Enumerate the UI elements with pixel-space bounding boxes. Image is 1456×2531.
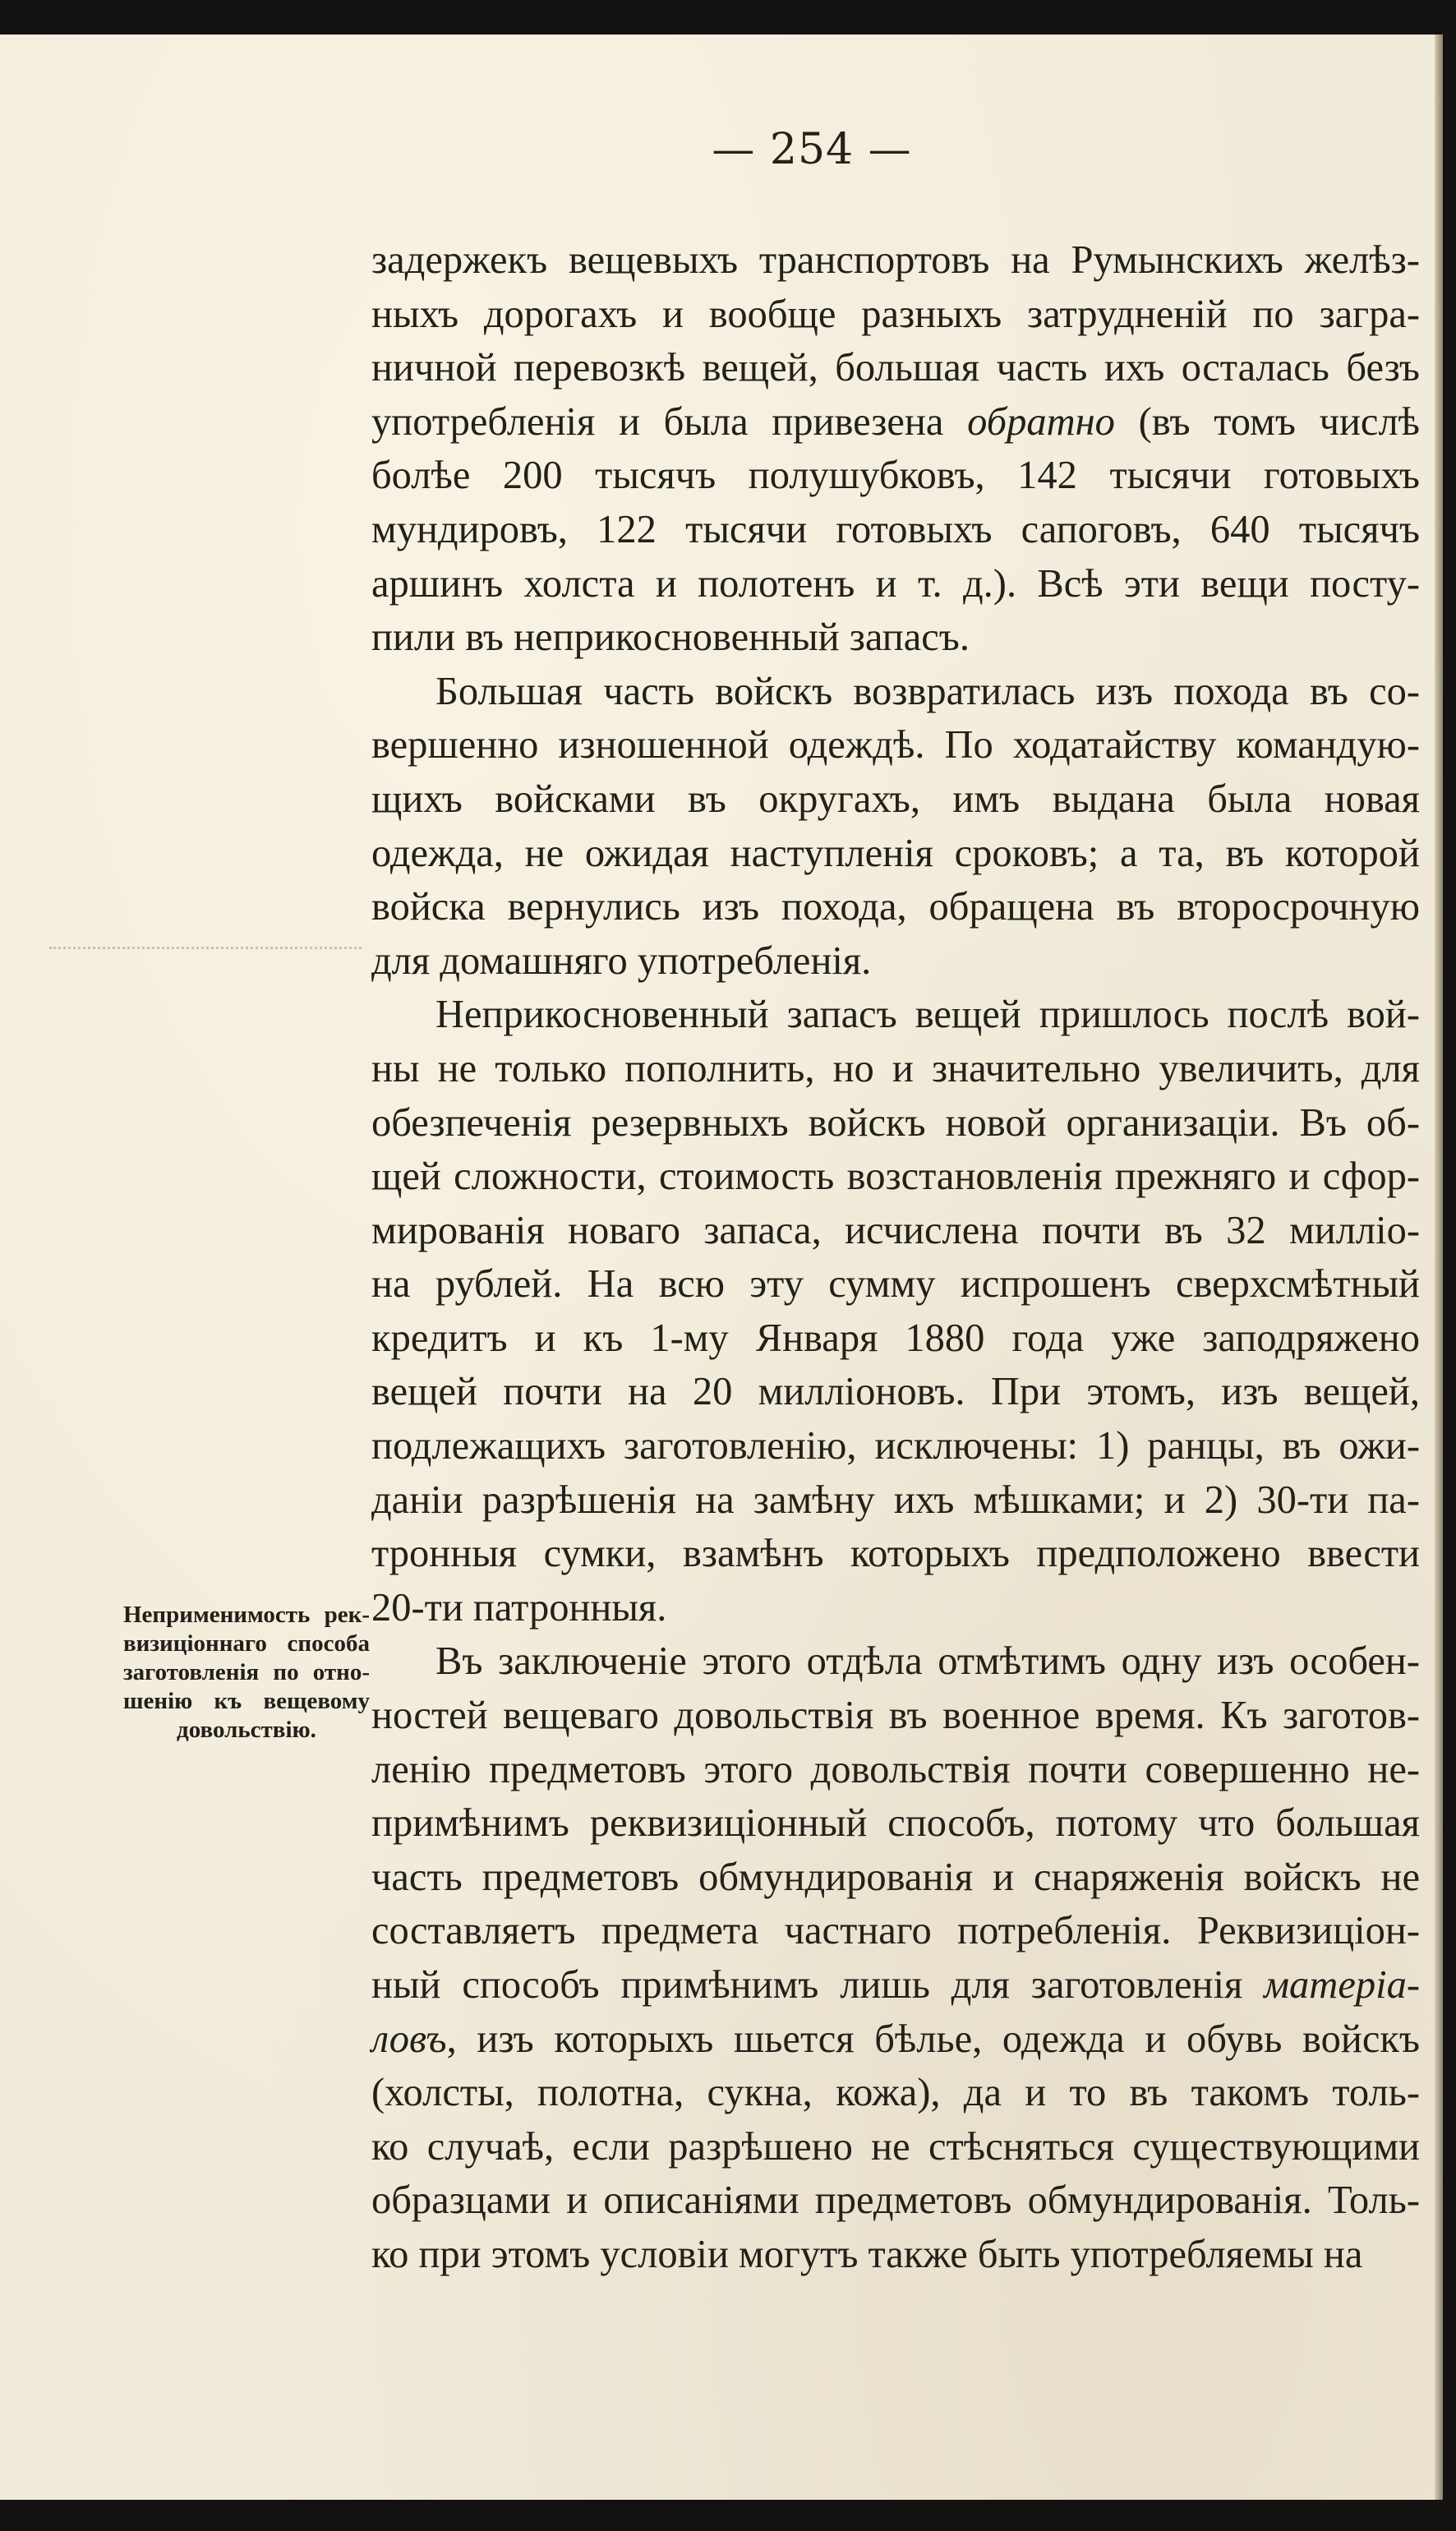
text-line: ленію предметовъ этого довольствія почти совершенно не- — [371, 1747, 1420, 1791]
text-line: обезпеченія резервныхъ войскъ новой организаціи. Въ об- — [371, 1100, 1420, 1145]
paragraph — [371, 233, 1420, 665]
text-line: щихъ войсками въ округахъ, имъ выдана была новая — [371, 777, 1420, 821]
text-line: болѣе 200 тысячъ полушубковъ, 142 тысячи готовыхъ — [371, 454, 1420, 498]
paragraph — [371, 1634, 1420, 2281]
margin-note-line: Неприменимость рек- — [123, 1602, 370, 1628]
text-line: щей сложности, стоимость возстановленія прежняго и сфор- — [371, 1155, 1420, 1199]
text-line: даніи разрѣшенія на замѣну ихъ мѣшками; и 2) 30-ти па- — [371, 1478, 1420, 1522]
text-line: Неприкосновенный запасъ вещей пришлось послѣ вой- — [435, 993, 1420, 1037]
text-line: вершенно изношенной одеждѣ. По ходатайству командую- — [371, 723, 1420, 768]
text-line: ный способъ примѣнимъ лишь для заготовленія матеріа- — [371, 1963, 1420, 2007]
text-line: пили въ неприкосновенный запасъ. — [371, 615, 970, 660]
text-line: тронныя сумки, взамѣнъ которыхъ предположено ввести — [371, 1532, 1420, 1576]
text-line: мундировъ, 122 тысячи готовыхъ сапоговъ, 640 тысячъ — [371, 507, 1420, 551]
text-line: войска вернулись изъ похода, обращена въ второсрочную — [371, 885, 1420, 929]
paragraph — [371, 988, 1420, 1634]
text-line: часть предметовъ обмундированія и снаряженія войскъ не — [371, 1855, 1420, 1899]
paragraph — [371, 665, 1420, 989]
text-line: ко случаѣ, если разрѣшено не стѣсняться существующими — [371, 2124, 1420, 2169]
text-line: примѣнимъ реквизиціонный способъ, потому что большая — [371, 1801, 1420, 1846]
text-line: вещей почти на 20 милліоновъ. При этомъ, изъ вещей, — [371, 1370, 1420, 1414]
text-line: для домашняго употребленія. — [371, 938, 872, 983]
text-line: мированія новаго запаса, исчислена почти въ 32 милліо- — [371, 1208, 1420, 1252]
text-line: образцами и описаніями предметовъ обмундированія. Толь- — [371, 2178, 1420, 2223]
text-line: одежда, не ожидая наступленія сроковъ; а та, въ которой — [371, 831, 1420, 875]
text-line: ничной перевозкѣ вещей, большая часть ихъ осталась безъ — [371, 346, 1420, 390]
margin-note-line: шенію къ вещевому — [123, 1688, 370, 1714]
text-line: употребленія и была привезена обратно (въ томъ числѣ — [371, 399, 1420, 444]
text-line: 20-ти патронныя. — [371, 1585, 667, 1630]
text-line: ловъ, изъ которыхъ шьется бѣлье, одежда и обувь войскъ — [371, 2017, 1420, 2061]
text-line: аршинъ холста и полотенъ и т. д.). Всѣ эти вещи посту- — [371, 561, 1420, 606]
margin-note-line: довольствію. — [177, 1717, 316, 1743]
margin-note-line: визиціоннаго способа — [123, 1630, 370, 1657]
text-line: Въ заключеніе этого отдѣла отмѣтимъ одну изъ особен- — [435, 1639, 1420, 1684]
text-line: подлежащихъ заготовленію, исключены: 1) ранцы, въ ожи- — [371, 1424, 1420, 1468]
text-line: составляетъ предмета частнаго потребленія. Реквизиціон- — [371, 1909, 1420, 1953]
faint-dotted-mark — [49, 947, 362, 949]
text-line: на рублей. На всю эту сумму испрошенъ сверхсмѣтный — [371, 1262, 1420, 1307]
text-line: кредитъ и къ 1-му Января 1880 года уже заподряжено — [371, 1316, 1420, 1360]
body-text — [371, 233, 1420, 2282]
text-line: ны не только пополнить, но и значительно увеличить, для — [371, 1046, 1420, 1090]
margin-note — [123, 1601, 370, 1745]
text-line: ностей вещеваго довольствія въ военное время. Къ заготов- — [371, 1694, 1420, 1738]
text-line: Большая часть войскъ возвратилась изъ похода въ со- — [435, 669, 1420, 713]
text-line: ныхъ дорогахъ и вообще разныхъ затрудненій по загра- — [371, 292, 1420, 336]
text-line: задержекъ вещевыхъ транспортовъ на Румынскихъ желѣз- — [371, 238, 1420, 282]
page-edge — [1435, 35, 1443, 2500]
margin-note-line: заготовленія по отно- — [123, 1659, 370, 1685]
book-page — [0, 35, 1443, 2500]
text-line: (холсты, полотна, сукна, кожа), да и то въ такомъ толь- — [371, 2071, 1420, 2115]
page-number: — 254 — — [712, 125, 912, 174]
text-line: ко при этомъ условіи могутъ также быть употребляемы на — [371, 2232, 1363, 2276]
